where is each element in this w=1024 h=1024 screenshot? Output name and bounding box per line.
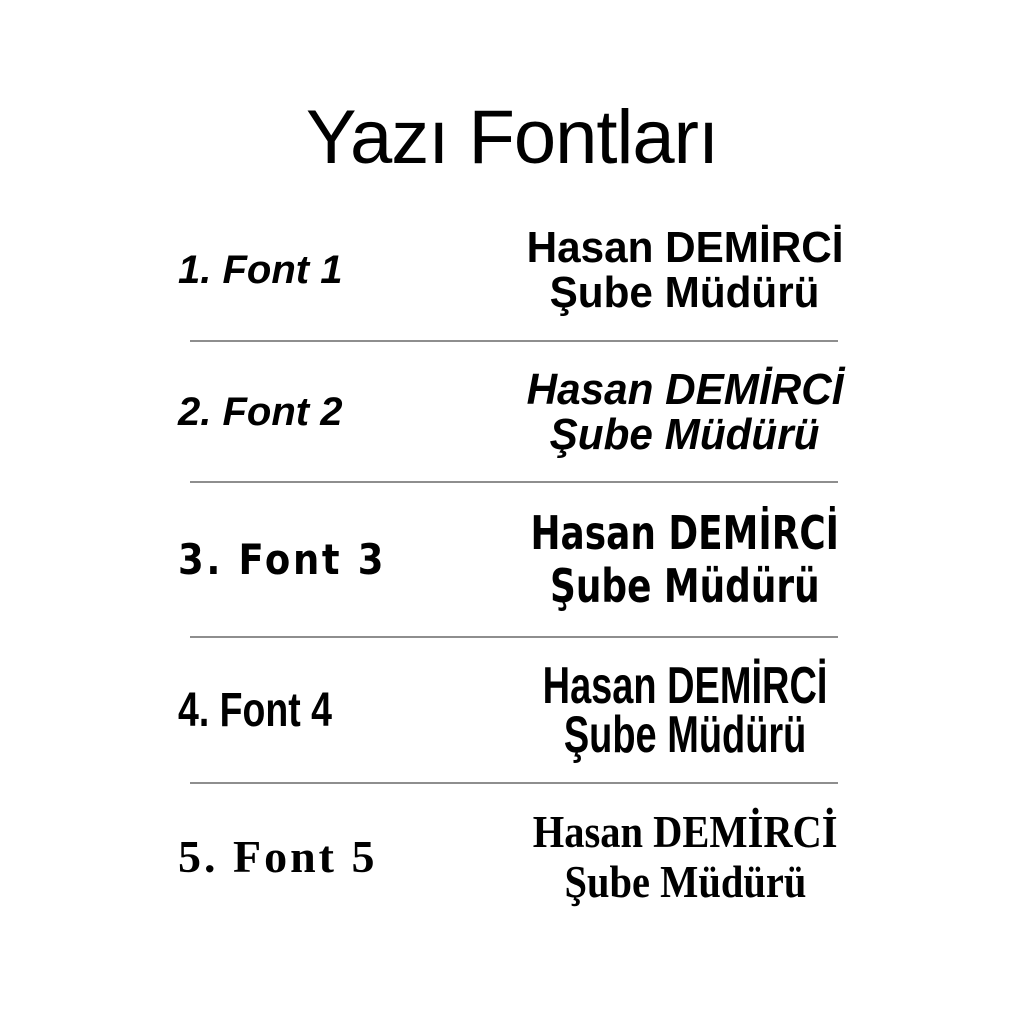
font-label-5: 5. Font 5 <box>178 831 378 882</box>
font-label-1: 1. Font 1 <box>178 248 343 292</box>
font-row-1 <box>0 200 1024 340</box>
sample-title-line: Şube Müdürü <box>563 705 807 764</box>
sample-name-line: Hasan DEMİRCİ <box>530 506 840 560</box>
sample-name-line: Hasan DEMİRCİ <box>526 364 844 414</box>
page-title: Yazı Fontları <box>305 95 719 180</box>
font-sample-2 <box>450 364 920 459</box>
sample-name-line: Hasan DEMİRCİ <box>532 806 838 857</box>
sample-name-line: Hasan DEMİRCİ <box>526 223 844 272</box>
font-label-4: 4. Font 4 <box>178 683 332 737</box>
font-label-3: 3. Font 3 <box>178 535 387 584</box>
sample-title-line: Şube Müdürü <box>550 409 820 459</box>
font-row-4 <box>0 638 1024 783</box>
font-sample-1 <box>450 225 920 315</box>
font-sample-3 <box>450 507 920 613</box>
sample-title-line: Şube Müdürü <box>550 559 820 613</box>
font-row-3 <box>0 483 1024 637</box>
font-row-2 <box>0 341 1024 482</box>
sample-name-line: Hasan DEMİRCİ <box>542 656 828 715</box>
sample-title-line: Şube Müdürü <box>550 268 820 317</box>
font-sample-4 <box>450 656 920 764</box>
font-row-5 <box>0 784 1024 930</box>
sample-title-line: Şube Müdürü <box>564 856 806 907</box>
font-sample-5 <box>450 807 920 907</box>
font-label-2: 2. Font 2 <box>178 389 343 434</box>
